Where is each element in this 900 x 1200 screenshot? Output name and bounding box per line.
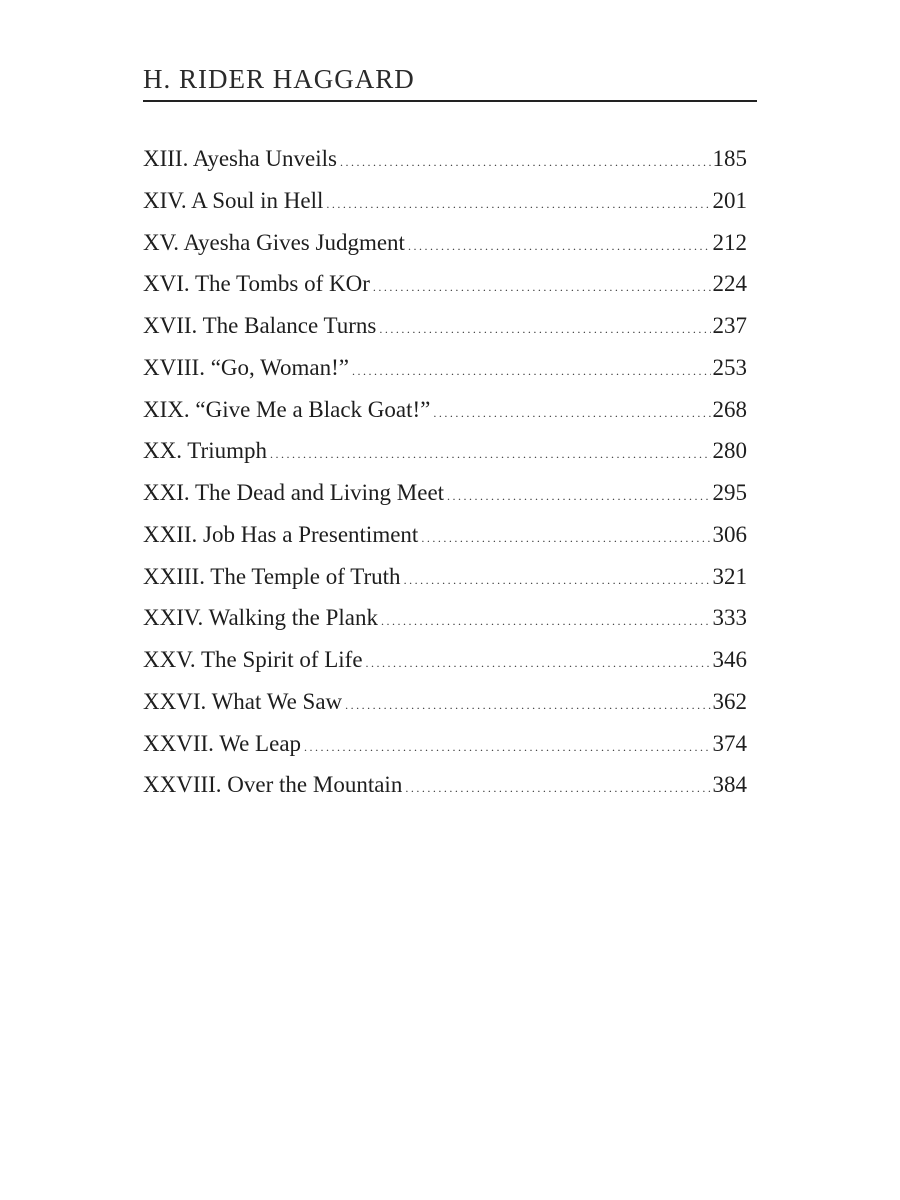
page-number: 201	[712, 187, 747, 213]
page-number: 237	[712, 313, 747, 338]
dot-leader	[379, 305, 710, 351]
toc-entry	[143, 764, 747, 806]
page-number: 253	[712, 354, 747, 380]
dot-leader	[405, 764, 710, 810]
dot-leader	[340, 138, 711, 184]
chapter-title: XXIV. Walking the Plank	[143, 605, 378, 631]
page-number: 306	[712, 521, 747, 547]
table-of-contents	[143, 138, 747, 806]
dot-leader	[408, 222, 711, 268]
chapter-title: XVII. The Balance Turns	[143, 313, 377, 338]
dot-leader	[352, 347, 711, 393]
page-number: 321	[712, 563, 747, 589]
chapter-title: XXV. The Spirit of Life	[143, 647, 363, 672]
chapter-title: XXIII. The Temple of Truth	[143, 563, 401, 589]
page-number: 295	[712, 480, 747, 505]
page-number: 374	[712, 730, 747, 756]
toc-entry	[143, 430, 747, 472]
chapter-title: XXII. Job Has a Presentiment	[143, 521, 419, 547]
dot-leader	[304, 723, 710, 769]
page-number: 280	[712, 438, 747, 464]
dot-leader	[270, 430, 711, 476]
chapter-title: XXVI. What We Saw	[143, 688, 343, 714]
toc-entry	[143, 389, 747, 431]
toc-entry	[143, 263, 747, 305]
dot-leader	[345, 681, 710, 727]
page-number: 185	[712, 146, 747, 171]
chapter-title: XIX. “Give Me a Black Goat!”	[143, 396, 431, 422]
chapter-title: XXI. The Dead and Living Meet	[143, 480, 445, 505]
chapter-title: XVIII. “Go, Woman!”	[143, 354, 349, 380]
dot-leader	[447, 472, 710, 518]
running-head-title: H. RIDER HAGGARD	[143, 64, 415, 94]
dot-leader	[404, 556, 711, 602]
chapter-title: XV. Ayesha Gives Judgment	[143, 229, 405, 255]
toc-entry	[143, 472, 747, 514]
page-number: 346	[712, 647, 747, 672]
dot-leader	[373, 263, 711, 309]
toc-entry	[143, 639, 747, 681]
chapter-title: XXVIII. Over the Mountain	[143, 772, 403, 798]
toc-entry	[143, 138, 747, 180]
toc-entry	[143, 514, 747, 556]
page-number: 268	[712, 396, 747, 422]
dot-leader	[381, 597, 711, 643]
toc-entry	[143, 597, 747, 639]
dot-leader	[421, 514, 710, 560]
chapter-title: XX. Triumph	[143, 438, 267, 464]
toc-entry	[143, 681, 747, 723]
toc-entry	[143, 180, 747, 222]
toc-entry	[143, 222, 747, 264]
dot-leader	[326, 180, 710, 226]
toc-entry	[143, 723, 747, 765]
page-number: 333	[712, 605, 747, 631]
page-number: 224	[712, 271, 747, 297]
page-number: 212	[712, 229, 747, 255]
chapter-title: XXVII. We Leap	[143, 730, 302, 756]
page-number: 362	[712, 688, 747, 714]
chapter-title: XVI. The Tombs of KOr	[143, 271, 370, 297]
chapter-title: XIII. Ayesha Unveils	[143, 146, 337, 171]
running-header	[143, 64, 757, 102]
page-number: 384	[712, 772, 747, 798]
toc-entry	[143, 556, 747, 598]
toc-entry	[143, 305, 747, 347]
chapter-title: XIV. A Soul in Hell	[143, 187, 324, 213]
dot-leader	[433, 389, 710, 435]
dot-leader	[366, 639, 711, 685]
toc-entry	[143, 347, 747, 389]
